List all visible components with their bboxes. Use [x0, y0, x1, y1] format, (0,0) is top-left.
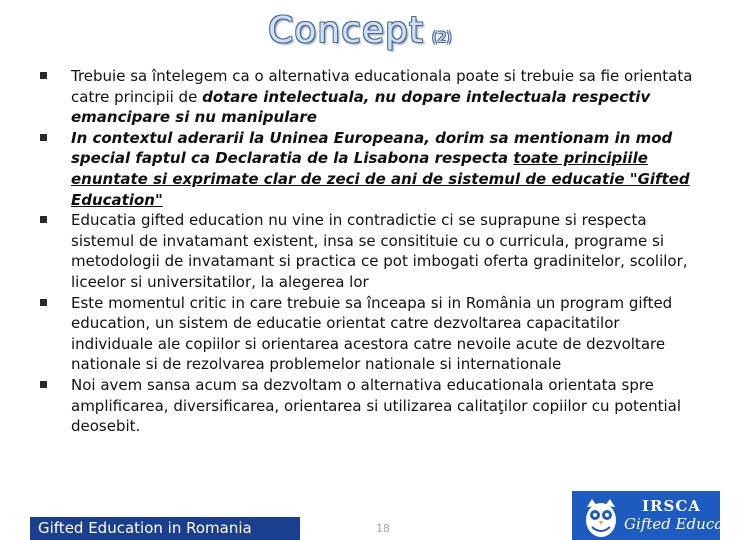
bullet-text: Este momentul critic in care trebuie sa înceapa si in România un program gifted education, un sistem de educatie orientat catre dezvoltarea capacitatilor individuale ale copiilor si orientarea acestora catre nevoile acute de dezvoltare nationale si de rezolvarea problemelor nationale si internationale: [71, 293, 673, 374]
bullet-item: [0, 293, 700, 375]
bullet-list: [0, 66, 700, 437]
title-main: Concept: [268, 10, 425, 51]
bullet-emphasis: dotare intelectuala, nu dopare intelectuala respectiv emancipare si nu manipulare: [71, 87, 651, 127]
square-bullet-icon: [40, 299, 47, 306]
square-bullet-icon: [40, 134, 47, 141]
logo-name: IRSCA: [642, 497, 701, 515]
bullet-item: [0, 66, 700, 128]
bullet-text: Trebuie sa întelegem ca o alternativa educationala poate si trebuie sa fie orientata catre principii de: [71, 67, 693, 106]
bullet-item: [0, 128, 700, 210]
bullet-text: In contextul aderarii la Uninea Europeana, dorim sa mentionam in mod special faptul ca Declaratia de la Lisabona respecta: [71, 128, 673, 168]
slide-title: [0, 10, 720, 51]
bullet-text: Educatia gifted education nu vine in contradictie ci se suprapune si respecta sistemul de invatamant existent, insa se consitituie cu o curricula, programe si metodologii de invatamant si practica ce pot imbogati oferta gradinitelor, scolilor, liceelor si universitatilor, la alegerea lor: [71, 211, 688, 291]
bullet-emphasis: toate principiile enuntate si exprimate clar de zeci de ani de sistemul de educatie "Gifted Education": [71, 149, 690, 209]
square-bullet-icon: [40, 72, 47, 79]
page-number: 18: [376, 522, 390, 535]
bullet-item: [0, 210, 700, 292]
logo: [572, 491, 753, 540]
owl-emblem-icon: [578, 495, 624, 539]
square-bullet-icon: [40, 381, 47, 388]
footer-title: Gifted Education in Romania: [38, 519, 252, 537]
square-bullet-icon: [40, 216, 47, 223]
title-subtitle: (2): [432, 30, 452, 46]
logo-tagline: Gifted Education: [624, 515, 753, 533]
bullet-item: [0, 375, 700, 437]
bullet-text: Noi avem sansa acum sa dezvoltam o alternativa educationala orientata spre amplificarea, diversificarea, orientarea si utilizarea calitaţilor copiilor cu potential deosebit.: [71, 375, 682, 436]
